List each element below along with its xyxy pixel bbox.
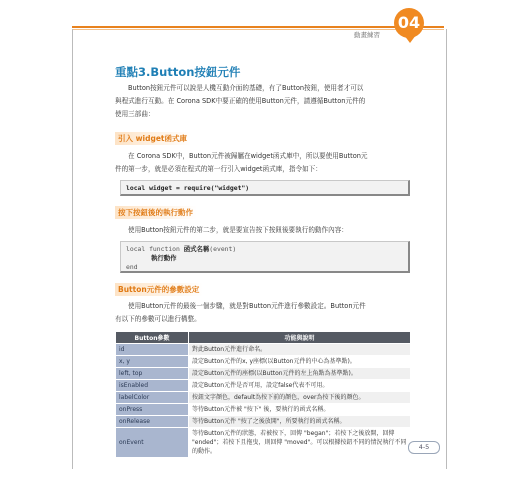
- desc-cell: 等待Button元件 "按了之後放開"，所要執行的函式名稱。: [189, 416, 411, 428]
- table-row: [116, 392, 411, 404]
- code-params: (event): [209, 245, 237, 253]
- import-line: 件的第一步，就是必須在程式的第一行引入widget函式庫，指令如下：: [115, 165, 322, 173]
- params-line: 有以下的參數可以進行構整。: [115, 315, 201, 323]
- header-rule: [72, 26, 444, 28]
- param-cell: labelColor: [116, 392, 189, 404]
- code-body: 執行動作: [151, 254, 177, 262]
- table-header-row: [116, 332, 411, 344]
- chapter-badge-pointer: [404, 35, 416, 43]
- param-cell: onEvent: [116, 428, 189, 458]
- intro-line: 與程式進行互動。在 Corona SDK中要正確的使用Button元件，請遵循Button元件的: [115, 97, 366, 105]
- table-row: [116, 380, 411, 392]
- params-line: 使用Button元件的最後一個步驟，就是對Button元件進行參數設定。Button元件: [128, 302, 366, 310]
- param-cell: onRelease: [116, 416, 189, 428]
- subheading-params: Button元件的參數設定: [115, 283, 203, 296]
- code-end: end: [126, 263, 138, 271]
- code-function-name: 函式名稱: [183, 245, 210, 253]
- import-paragraph: [115, 150, 415, 176]
- section-heading: 重點3.Button按鈕元件: [115, 65, 241, 79]
- param-cell: onPress: [116, 404, 189, 416]
- intro-paragraph: [115, 82, 415, 121]
- intro-line: 使用三部曲：: [115, 110, 155, 118]
- right-margin-line: [446, 29, 447, 469]
- table-header: Button參數: [116, 332, 189, 344]
- param-cell: x, y: [116, 356, 189, 368]
- table-row: [116, 356, 411, 368]
- chapter-badge: 04: [394, 8, 424, 38]
- chapter-title: 動畫練習: [354, 31, 380, 39]
- desc-cell: 設定Button元件的x, y座標(以Button元件的中心為基準點)。: [189, 356, 411, 368]
- subheading-import-widget: 引入 widget函式庫: [115, 132, 191, 145]
- page-number: 4-5: [408, 441, 440, 454]
- subheading-press-action: 按下按鈕後的執行動作: [115, 206, 197, 219]
- code-block-require: [120, 180, 410, 196]
- left-margin-line: [72, 29, 73, 469]
- table-row: [116, 368, 411, 380]
- table-row: [116, 416, 411, 428]
- param-cell: left, top: [116, 368, 189, 380]
- table-row: [116, 404, 411, 416]
- import-line: 在 Corona SDK中，Button元件被歸屬在widget函式庫中，所以要使用Button元: [128, 152, 368, 160]
- desc-cell: 對此Button元件進行命名。: [189, 344, 411, 356]
- table-header: 功能與說明: [189, 332, 411, 344]
- desc-cell: 按鈕文字顏色，default為按下前的顏色，over為按下後的顏色。: [189, 392, 411, 404]
- params-paragraph: [115, 300, 415, 326]
- intro-line: Button按鈕元件可以說是人機互動介面的基礎，有了Button按鈕，使用者才可以: [128, 84, 364, 92]
- desc-cell: 等待Button元件的狀態，若被按下，回傳 "began"；若按下之後放開，回傳 "ended"；若按下且拖曳，則回傳 "moved"。可以根據按鈕不同的情況執行不同的動作。: [189, 428, 411, 458]
- code-block-function: [120, 241, 410, 273]
- header-rule-thin: [72, 29, 444, 30]
- press-line: 使用Button按鈕元件的第二步，就是要宣告按下按鈕後要執行的動作內容：: [128, 226, 348, 234]
- desc-cell: 設定Button元件的座標(以Button元件的左上角點為基準點)。: [189, 368, 411, 380]
- press-paragraph: [115, 224, 415, 237]
- table-row: [116, 344, 411, 356]
- params-table: [115, 331, 411, 458]
- param-cell: id: [116, 344, 189, 356]
- param-cell: isEnabled: [116, 380, 189, 392]
- code-keyword: local function: [126, 245, 184, 253]
- table-row: [116, 428, 411, 458]
- desc-cell: 等待Button元件被 "按下" 後，要執行的函式名稱。: [189, 404, 411, 416]
- code-line: local widget = require("widget"): [126, 184, 250, 192]
- desc-cell: 設定Button元件是否可用，設定false代表不可用。: [189, 380, 411, 392]
